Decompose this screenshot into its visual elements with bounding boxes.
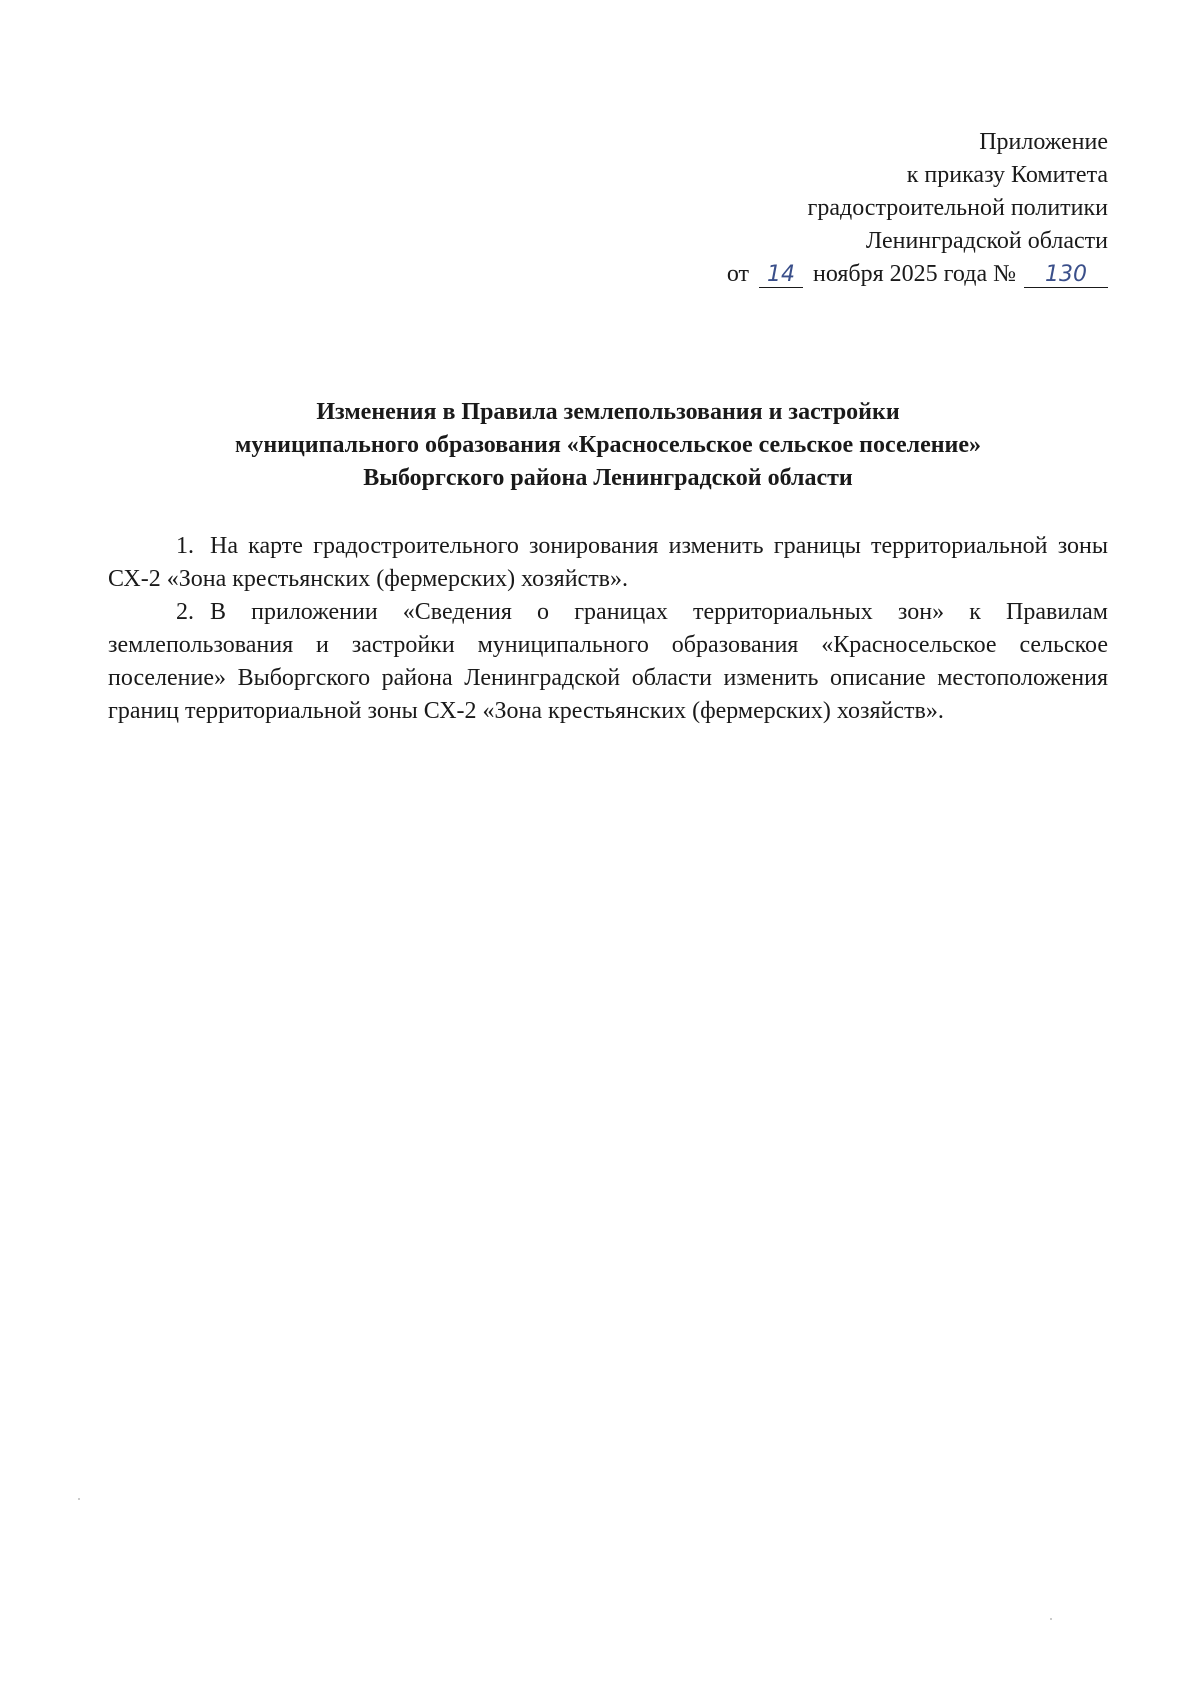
document-title (108, 396, 1108, 495)
appendix-header (488, 126, 1108, 291)
handwritten-day: 14 (759, 263, 803, 288)
region-name: Ленинградской области (865, 228, 1108, 254)
order-reference: к приказу Комитета (906, 162, 1108, 188)
item-number: 1. (176, 533, 194, 559)
item-number: 2. (176, 599, 194, 625)
scan-speck (1050, 1618, 1052, 1620)
list-item (108, 596, 1108, 728)
committee-name: градостроительной политики (807, 195, 1108, 221)
handwritten-order-number: 130 (1024, 263, 1108, 288)
title-line-3: Выборгского района Ленинградской области (363, 465, 853, 491)
list-item (108, 530, 1108, 596)
title-line-1: Изменения в Правила землепользования и застройки (316, 399, 900, 425)
title-line-2: муниципального образования «Красносельское сельское поселение» (234, 432, 982, 458)
document-body (108, 530, 1108, 728)
scan-speck (78, 1498, 80, 1500)
order-date-line (488, 258, 1108, 291)
appendix-label: Приложение (979, 129, 1108, 155)
item-text: В приложении «Сведения о границах территориальных зон» к Правилам землепользования и застройки муниципального образования «Красносельское сельское поселение» Выборгского района Ленинградской области изменить описание местоположения границ территориальной зоны СХ-2 «Зона крестьянских (фермерских) хозяйств». (108, 599, 1108, 724)
date-rest: ноября 2025 года № (813, 261, 1016, 287)
item-text: На карте градостроительного зонирования изменить границы территориальной зоны СХ-2 «Зона крестьянских (фермерских) хозяйств». (108, 533, 1108, 592)
date-prefix: от (726, 261, 749, 287)
